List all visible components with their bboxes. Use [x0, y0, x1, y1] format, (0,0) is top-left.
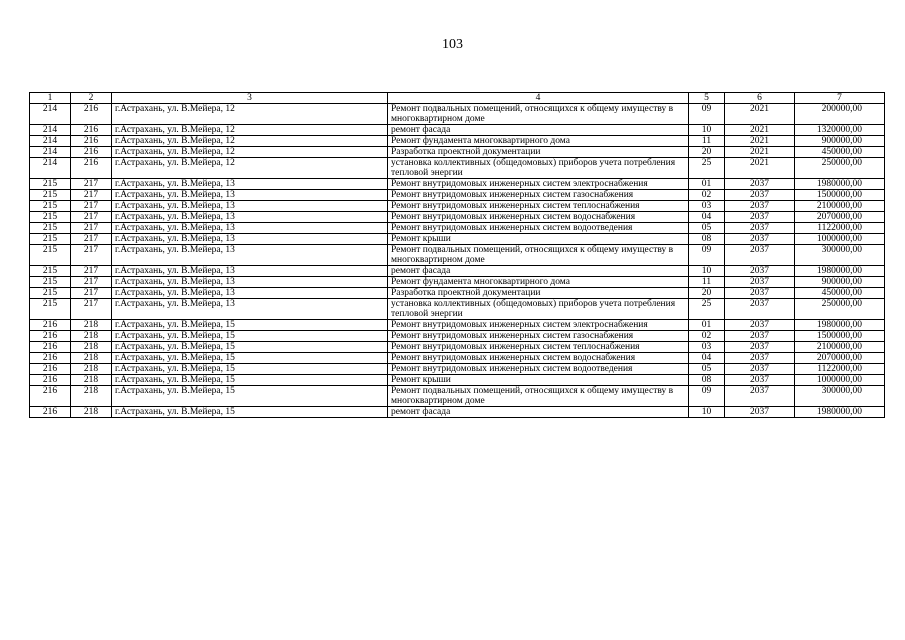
table-row — [30, 320, 885, 331]
year-cell: 2021 — [725, 104, 795, 125]
year-cell: 2021 — [725, 158, 795, 179]
table-row — [30, 104, 885, 125]
house-number-cell: 217 — [71, 288, 112, 299]
address-cell: г.Астрахань, ул. В.Мейера, 13 — [112, 190, 388, 201]
year-cell: 2037 — [725, 266, 795, 277]
row-index-cell: 215 — [30, 179, 71, 190]
row-index-cell: 215 — [30, 299, 71, 320]
work-code-cell: 25 — [689, 158, 725, 179]
table-row — [30, 299, 885, 320]
column-number-row — [30, 93, 885, 104]
year-cell: 2037 — [725, 407, 795, 418]
house-number-cell: 217 — [71, 179, 112, 190]
column-header: 2 — [71, 93, 112, 104]
cost-cell: 2100000,00 — [795, 201, 885, 212]
cost-cell: 1980000,00 — [795, 266, 885, 277]
address-cell: г.Астрахань, ул. В.Мейера, 15 — [112, 353, 388, 364]
work-code-cell: 20 — [689, 147, 725, 158]
work-type-cell: Ремонт фундамента многоквартирного дома — [388, 136, 689, 147]
work-type-cell: Ремонт внутридомовых инженерных систем теплоснабжения — [388, 201, 689, 212]
work-type-cell: ремонт фасада — [388, 266, 689, 277]
row-index-cell: 216 — [30, 320, 71, 331]
cost-cell: 300000,00 — [795, 245, 885, 266]
row-index-cell: 215 — [30, 266, 71, 277]
column-header: 6 — [725, 93, 795, 104]
address-cell: г.Астрахань, ул. В.Мейера, 13 — [112, 212, 388, 223]
table-row — [30, 136, 885, 147]
column-header: 5 — [689, 93, 725, 104]
year-cell: 2037 — [725, 223, 795, 234]
work-code-cell: 10 — [689, 266, 725, 277]
table-row — [30, 201, 885, 212]
row-index-cell: 216 — [30, 375, 71, 386]
row-index-cell: 216 — [30, 407, 71, 418]
row-index-cell: 215 — [30, 277, 71, 288]
house-number-cell: 218 — [71, 364, 112, 375]
work-type-cell: Ремонт внутридомовых инженерных систем теплоснабжения — [388, 342, 689, 353]
row-index-cell: 216 — [30, 386, 71, 407]
address-cell: г.Астрахань, ул. В.Мейера, 15 — [112, 364, 388, 375]
cost-cell: 2100000,00 — [795, 342, 885, 353]
table-row — [30, 245, 885, 266]
work-type-cell: Ремонт подвальных помещений, относящихся к общему имуществу в многоквартирном доме — [388, 245, 689, 266]
work-code-cell: 02 — [689, 190, 725, 201]
house-number-cell: 218 — [71, 342, 112, 353]
house-number-cell: 218 — [71, 320, 112, 331]
house-number-cell: 217 — [71, 234, 112, 245]
work-type-cell: установка коллективных (общедомовых) приборов учета потребления тепловой энергии — [388, 299, 689, 320]
work-type-cell: Ремонт фундамента многоквартирного дома — [388, 277, 689, 288]
table-row — [30, 353, 885, 364]
table-row — [30, 375, 885, 386]
column-header: 1 — [30, 93, 71, 104]
house-number-cell: 216 — [71, 147, 112, 158]
table-row — [30, 147, 885, 158]
address-cell: г.Астрахань, ул. В.Мейера, 13 — [112, 266, 388, 277]
cost-cell: 2070000,00 — [795, 212, 885, 223]
table-row — [30, 212, 885, 223]
address-cell: г.Астрахань, ул. В.Мейера, 13 — [112, 277, 388, 288]
row-index-cell: 214 — [30, 158, 71, 179]
table-row — [30, 158, 885, 179]
work-type-cell: Ремонт внутридомовых инженерных систем водоотведения — [388, 223, 689, 234]
year-cell: 2037 — [725, 386, 795, 407]
work-type-cell: Ремонт внутридомовых инженерных систем газоснабжения — [388, 190, 689, 201]
cost-cell: 200000,00 — [795, 104, 885, 125]
cost-cell: 300000,00 — [795, 386, 885, 407]
address-cell: г.Астрахань, ул. В.Мейера, 13 — [112, 179, 388, 190]
work-code-cell: 08 — [689, 375, 725, 386]
house-number-cell: 218 — [71, 331, 112, 342]
work-code-cell: 09 — [689, 386, 725, 407]
address-cell: г.Астрахань, ул. В.Мейера, 15 — [112, 342, 388, 353]
row-index-cell: 216 — [30, 331, 71, 342]
address-cell: г.Астрахань, ул. В.Мейера, 15 — [112, 331, 388, 342]
work-type-cell: ремонт фасада — [388, 125, 689, 136]
house-number-cell: 216 — [71, 136, 112, 147]
cost-cell: 1320000,00 — [795, 125, 885, 136]
work-code-cell: 02 — [689, 331, 725, 342]
address-cell: г.Астрахань, ул. В.Мейера, 12 — [112, 104, 388, 125]
address-cell: г.Астрахань, ул. В.Мейера, 12 — [112, 158, 388, 179]
year-cell: 2037 — [725, 342, 795, 353]
cost-cell: 1122000,00 — [795, 364, 885, 375]
column-header: 4 — [388, 93, 689, 104]
work-code-cell: 09 — [689, 104, 725, 125]
house-number-cell: 218 — [71, 353, 112, 364]
work-code-cell: 03 — [689, 342, 725, 353]
year-cell: 2037 — [725, 288, 795, 299]
table-row — [30, 331, 885, 342]
cost-cell: 900000,00 — [795, 277, 885, 288]
address-cell: г.Астрахань, ул. В.Мейера, 12 — [112, 147, 388, 158]
cost-cell: 1000000,00 — [795, 375, 885, 386]
work-type-cell: ремонт фасада — [388, 407, 689, 418]
year-cell: 2037 — [725, 234, 795, 245]
table-row — [30, 190, 885, 201]
row-index-cell: 215 — [30, 201, 71, 212]
work-code-cell: 25 — [689, 299, 725, 320]
row-index-cell: 215 — [30, 223, 71, 234]
cost-cell: 900000,00 — [795, 136, 885, 147]
cost-cell: 1980000,00 — [795, 407, 885, 418]
house-number-cell: 216 — [71, 104, 112, 125]
house-number-cell: 216 — [71, 158, 112, 179]
row-index-cell: 216 — [30, 353, 71, 364]
row-index-cell: 215 — [30, 234, 71, 245]
table-row — [30, 407, 885, 418]
table-row — [30, 277, 885, 288]
work-type-cell: Ремонт внутридомовых инженерных систем электроснабжения — [388, 179, 689, 190]
work-type-cell: Ремонт подвальных помещений, относящихся к общему имуществу в многоквартирном доме — [388, 386, 689, 407]
row-index-cell: 215 — [30, 288, 71, 299]
house-number-cell: 217 — [71, 299, 112, 320]
year-cell: 2037 — [725, 212, 795, 223]
year-cell: 2037 — [725, 201, 795, 212]
year-cell: 2021 — [725, 136, 795, 147]
year-cell: 2021 — [725, 125, 795, 136]
row-index-cell: 215 — [30, 245, 71, 266]
address-cell: г.Астрахань, ул. В.Мейера, 13 — [112, 201, 388, 212]
column-header: 3 — [112, 93, 388, 104]
work-code-cell: 10 — [689, 407, 725, 418]
address-cell: г.Астрахань, ул. В.Мейера, 13 — [112, 234, 388, 245]
row-index-cell: 214 — [30, 125, 71, 136]
house-number-cell: 217 — [71, 266, 112, 277]
year-cell: 2037 — [725, 277, 795, 288]
house-number-cell: 218 — [71, 375, 112, 386]
address-cell: г.Астрахань, ул. В.Мейера, 15 — [112, 407, 388, 418]
work-code-cell: 09 — [689, 245, 725, 266]
table-row — [30, 342, 885, 353]
repair-schedule-table — [29, 92, 885, 418]
address-cell: г.Астрахань, ул. В.Мейера, 15 — [112, 375, 388, 386]
house-number-cell: 218 — [71, 386, 112, 407]
cost-cell: 250000,00 — [795, 299, 885, 320]
table-row — [30, 288, 885, 299]
work-code-cell: 04 — [689, 212, 725, 223]
year-cell: 2037 — [725, 299, 795, 320]
row-index-cell: 214 — [30, 104, 71, 125]
row-index-cell: 214 — [30, 136, 71, 147]
work-code-cell: 20 — [689, 288, 725, 299]
cost-cell: 1500000,00 — [795, 331, 885, 342]
cost-cell: 1500000,00 — [795, 190, 885, 201]
cost-cell: 1122000,00 — [795, 223, 885, 234]
house-number-cell: 217 — [71, 277, 112, 288]
table-row — [30, 125, 885, 136]
work-code-cell: 10 — [689, 125, 725, 136]
address-cell: г.Астрахань, ул. В.Мейера, 13 — [112, 223, 388, 234]
address-cell: г.Астрахань, ул. В.Мейера, 13 — [112, 299, 388, 320]
address-cell: г.Астрахань, ул. В.Мейера, 12 — [112, 136, 388, 147]
table-row — [30, 266, 885, 277]
work-type-cell: Ремонт подвальных помещений, относящихся к общему имуществу в многоквартирном доме — [388, 104, 689, 125]
house-number-cell: 217 — [71, 201, 112, 212]
year-cell: 2037 — [725, 364, 795, 375]
work-code-cell: 08 — [689, 234, 725, 245]
work-type-cell: Ремонт внутридомовых инженерных систем водоснабжения — [388, 212, 689, 223]
cost-cell: 1980000,00 — [795, 320, 885, 331]
address-cell: г.Астрахань, ул. В.Мейера, 13 — [112, 245, 388, 266]
work-type-cell: Ремонт внутридомовых инженерных систем газоснабжения — [388, 331, 689, 342]
work-code-cell: 03 — [689, 201, 725, 212]
column-header: 7 — [795, 93, 885, 104]
address-cell: г.Астрахань, ул. В.Мейера, 15 — [112, 320, 388, 331]
work-code-cell: 01 — [689, 320, 725, 331]
row-index-cell: 216 — [30, 342, 71, 353]
work-type-cell: Ремонт внутридомовых инженерных систем водоснабжения — [388, 353, 689, 364]
cost-cell: 450000,00 — [795, 288, 885, 299]
table-row — [30, 223, 885, 234]
work-type-cell: Ремонт внутридомовых инженерных систем электроснабжения — [388, 320, 689, 331]
work-code-cell: 05 — [689, 364, 725, 375]
cost-cell: 2070000,00 — [795, 353, 885, 364]
address-cell: г.Астрахань, ул. В.Мейера, 13 — [112, 288, 388, 299]
house-number-cell: 217 — [71, 245, 112, 266]
house-number-cell: 217 — [71, 190, 112, 201]
year-cell: 2037 — [725, 179, 795, 190]
row-index-cell: 215 — [30, 190, 71, 201]
cost-cell: 1980000,00 — [795, 179, 885, 190]
cost-cell: 450000,00 — [795, 147, 885, 158]
row-index-cell: 215 — [30, 212, 71, 223]
row-index-cell: 216 — [30, 364, 71, 375]
table-row — [30, 179, 885, 190]
house-number-cell: 218 — [71, 407, 112, 418]
work-type-cell: Ремонт крыши — [388, 375, 689, 386]
table-row — [30, 386, 885, 407]
cost-cell: 1000000,00 — [795, 234, 885, 245]
year-cell: 2037 — [725, 353, 795, 364]
work-type-cell: установка коллективных (общедомовых) приборов учета потребления тепловой энергии — [388, 158, 689, 179]
address-cell: г.Астрахань, ул. В.Мейера, 12 — [112, 125, 388, 136]
table-row — [30, 234, 885, 245]
work-type-cell: Разработка проектной документации — [388, 147, 689, 158]
work-code-cell: 11 — [689, 136, 725, 147]
work-code-cell: 11 — [689, 277, 725, 288]
work-code-cell: 04 — [689, 353, 725, 364]
year-cell: 2037 — [725, 245, 795, 266]
cost-cell: 250000,00 — [795, 158, 885, 179]
work-type-cell: Ремонт внутридомовых инженерных систем водоотведения — [388, 364, 689, 375]
work-code-cell: 05 — [689, 223, 725, 234]
year-cell: 2037 — [725, 320, 795, 331]
address-cell: г.Астрахань, ул. В.Мейера, 15 — [112, 386, 388, 407]
year-cell: 2021 — [725, 147, 795, 158]
year-cell: 2037 — [725, 375, 795, 386]
work-type-cell: Разработка проектной документации — [388, 288, 689, 299]
house-number-cell: 216 — [71, 125, 112, 136]
house-number-cell: 217 — [71, 223, 112, 234]
work-type-cell: Ремонт крыши — [388, 234, 689, 245]
work-code-cell: 01 — [689, 179, 725, 190]
year-cell: 2037 — [725, 331, 795, 342]
row-index-cell: 214 — [30, 147, 71, 158]
house-number-cell: 217 — [71, 212, 112, 223]
table-row — [30, 364, 885, 375]
page-number: 103 — [442, 37, 463, 52]
year-cell: 2037 — [725, 190, 795, 201]
